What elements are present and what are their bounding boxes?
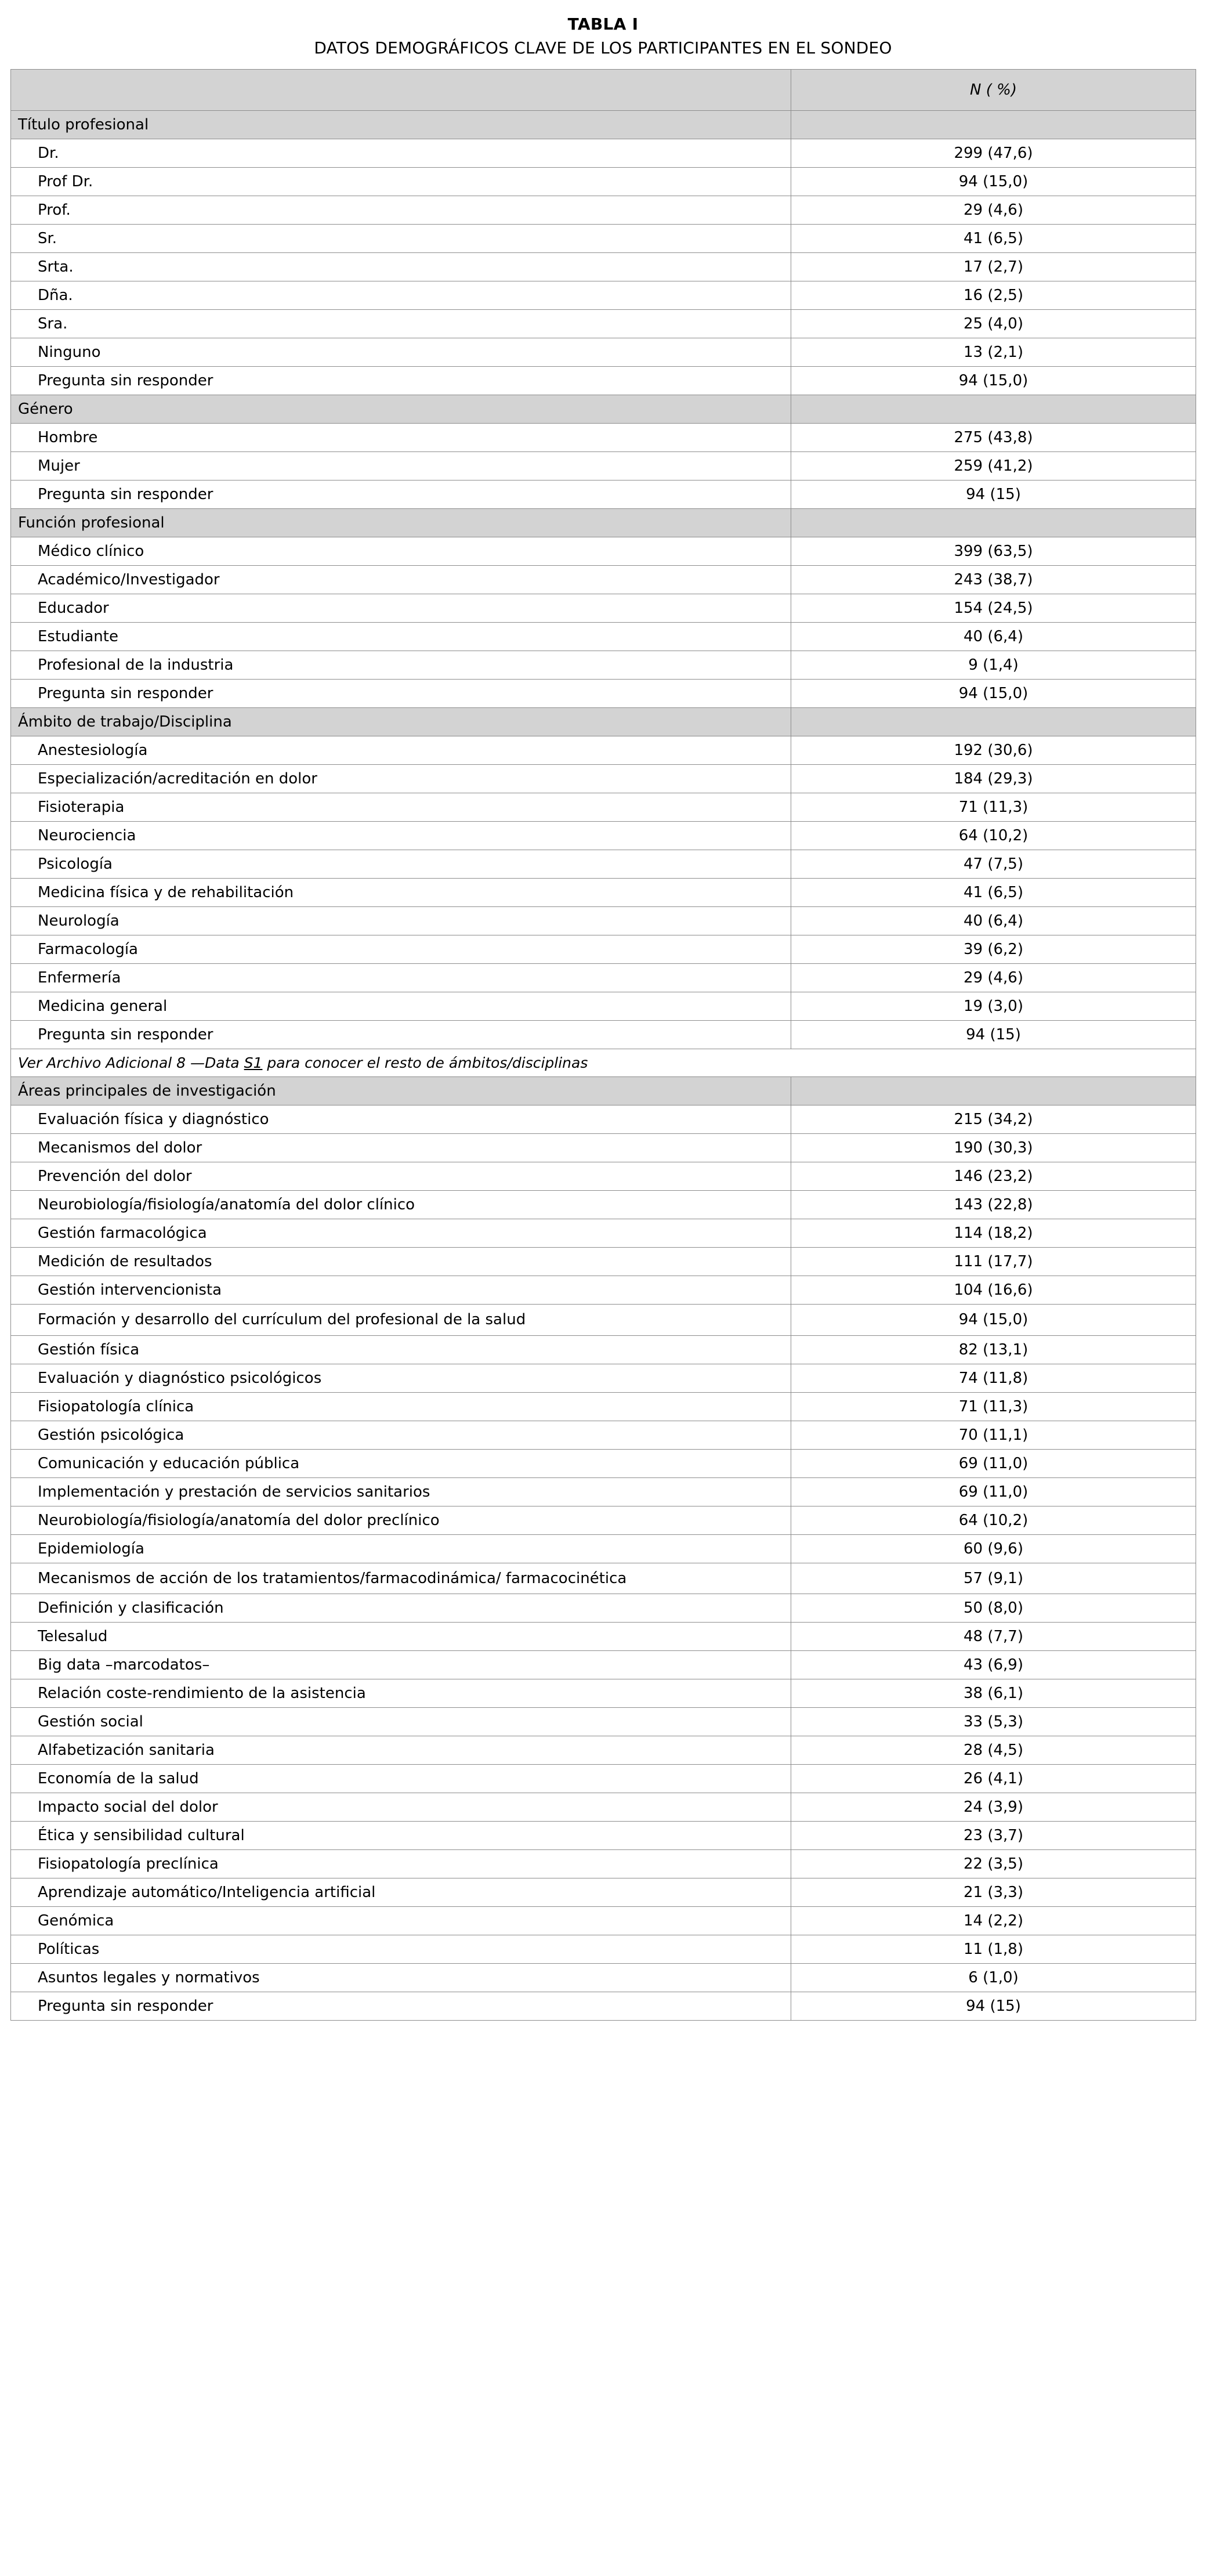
row-label: Economía de la salud [11, 1764, 791, 1793]
row-value: 13 (2,1) [791, 338, 1196, 367]
row-label: Srta. [11, 253, 791, 281]
table-row [11, 1162, 1196, 1191]
row-label: Definición y clasificación [11, 1594, 791, 1622]
row-value: 48 (7,7) [791, 1622, 1196, 1650]
row-label: Políticas [11, 1935, 791, 1963]
row-label: Pregunta sin responder [11, 1021, 791, 1049]
row-label: Neurobiología/fisiología/anatomía del dolor preclínico [11, 1506, 791, 1534]
row-label: Implementación y prestación de servicios sanitarios [11, 1477, 791, 1506]
table-row [11, 1849, 1196, 1878]
row-label: Medición de resultados [11, 1248, 791, 1276]
row-value: 104 (16,6) [791, 1276, 1196, 1305]
table-row [11, 736, 1196, 765]
row-value: 94 (15,0) [791, 680, 1196, 708]
table-row [11, 1335, 1196, 1364]
row-label: Profesional de la industria [11, 651, 791, 680]
row-label: Pregunta sin responder [11, 480, 791, 509]
section-label: Áreas principales de investigación [11, 1077, 791, 1105]
table-row [11, 623, 1196, 651]
row-label: Dña. [11, 281, 791, 310]
row-value: 192 (30,6) [791, 736, 1196, 765]
table-row [11, 765, 1196, 793]
row-value: 33 (5,3) [791, 1707, 1196, 1736]
section-label: Título profesional [11, 111, 791, 139]
section-value-cell [791, 395, 1196, 424]
row-value: 38 (6,1) [791, 1679, 1196, 1707]
row-value: 22 (3,5) [791, 1849, 1196, 1878]
row-value: 40 (6,4) [791, 623, 1196, 651]
row-label: Medicina general [11, 992, 791, 1021]
header-label-cell [11, 70, 791, 111]
table-row [11, 1650, 1196, 1679]
row-value: 94 (15,0) [791, 168, 1196, 196]
table-row [11, 935, 1196, 964]
row-value: 154 (24,5) [791, 594, 1196, 623]
table-row [11, 168, 1196, 196]
row-label: Académico/Investigador [11, 566, 791, 594]
section-value-cell [791, 1077, 1196, 1105]
table-row [11, 338, 1196, 367]
row-value: 64 (10,2) [791, 1506, 1196, 1534]
row-value: 94 (15,0) [791, 1305, 1196, 1335]
table-row [11, 964, 1196, 992]
row-value: 9 (1,4) [791, 651, 1196, 680]
row-label: Medicina física y de rehabilitación [11, 879, 791, 907]
row-value: 146 (23,2) [791, 1162, 1196, 1191]
row-value: 71 (11,3) [791, 1392, 1196, 1421]
row-label: Gestión psicológica [11, 1421, 791, 1449]
row-value: 111 (17,7) [791, 1248, 1196, 1276]
table-row [11, 1935, 1196, 1963]
footnote-suffix: para conocer el resto de ámbitos/disciplinas [262, 1054, 588, 1072]
table-row [11, 1622, 1196, 1650]
row-value: 143 (22,8) [791, 1191, 1196, 1219]
table-row [11, 1506, 1196, 1534]
table-row [11, 1364, 1196, 1392]
row-label: Enfermería [11, 964, 791, 992]
row-value: 74 (11,8) [791, 1364, 1196, 1392]
table-row [11, 1992, 1196, 2020]
table-row [11, 1134, 1196, 1162]
row-label: Evaluación física y diagnóstico [11, 1105, 791, 1134]
row-label: Alfabetización sanitaria [11, 1736, 791, 1764]
table-row [11, 1878, 1196, 1906]
row-value: 243 (38,7) [791, 566, 1196, 594]
row-label: Evaluación y diagnóstico psicológicos [11, 1364, 791, 1392]
row-value: 29 (4,6) [791, 196, 1196, 225]
row-value: 64 (10,2) [791, 822, 1196, 850]
row-value: 17 (2,7) [791, 253, 1196, 281]
row-label: Aprendizaje automático/Inteligencia artificial [11, 1878, 791, 1906]
row-label: Psicología [11, 850, 791, 879]
table-row [11, 1594, 1196, 1622]
row-label: Gestión farmacológica [11, 1219, 791, 1248]
row-label: Sr. [11, 225, 791, 253]
row-value: 82 (13,1) [791, 1335, 1196, 1364]
row-label: Gestión física [11, 1335, 791, 1364]
row-value: 16 (2,5) [791, 281, 1196, 310]
row-value: 24 (3,9) [791, 1793, 1196, 1821]
table-caption [10, 13, 1196, 60]
row-label: Comunicación y educación pública [11, 1449, 791, 1477]
row-label: Médico clínico [11, 537, 791, 566]
table-row [11, 424, 1196, 452]
row-value: 29 (4,6) [791, 964, 1196, 992]
row-label: Hombre [11, 424, 791, 452]
row-label: Gestión intervencionista [11, 1276, 791, 1305]
table-row [11, 793, 1196, 822]
row-value: 40 (6,4) [791, 907, 1196, 935]
row-label: Neurociencia [11, 822, 791, 850]
row-value: 94 (15) [791, 1021, 1196, 1049]
row-label: Fisiopatología preclínica [11, 1849, 791, 1878]
row-value: 275 (43,8) [791, 424, 1196, 452]
table-row [11, 1963, 1196, 1992]
row-label: Impacto social del dolor [11, 1793, 791, 1821]
row-value: 19 (3,0) [791, 992, 1196, 1021]
table-row [11, 1421, 1196, 1449]
table-section-row [11, 1077, 1196, 1105]
footnote-link[interactable]: S1 [244, 1054, 263, 1072]
table-row [11, 1219, 1196, 1248]
table-section-row [11, 509, 1196, 537]
row-value: 14 (2,2) [791, 1906, 1196, 1935]
row-label: Gestión social [11, 1707, 791, 1736]
section-label: Ámbito de trabajo/Disciplina [11, 708, 791, 736]
table-row [11, 1534, 1196, 1563]
table-footnote-row [11, 1049, 1196, 1077]
row-value: 47 (7,5) [791, 850, 1196, 879]
row-value: 41 (6,5) [791, 879, 1196, 907]
row-value: 94 (15) [791, 480, 1196, 509]
table-row [11, 566, 1196, 594]
row-label: Fisiopatología clínica [11, 1392, 791, 1421]
table-row [11, 1906, 1196, 1935]
table-title: DATOS DEMOGRÁFICOS CLAVE DE LOS PARTICIPANTES EN EL SONDEO [314, 38, 892, 57]
row-value: 41 (6,5) [791, 225, 1196, 253]
row-value: 399 (63,5) [791, 537, 1196, 566]
table-row [11, 310, 1196, 338]
row-label: Epidemiología [11, 1534, 791, 1563]
row-label: Especialización/acreditación en dolor [11, 765, 791, 793]
row-value: 39 (6,2) [791, 935, 1196, 964]
row-value: 11 (1,8) [791, 1935, 1196, 1963]
row-value: 184 (29,3) [791, 765, 1196, 793]
table-row [11, 1679, 1196, 1707]
row-value: 26 (4,1) [791, 1764, 1196, 1793]
row-label: Telesalud [11, 1622, 791, 1650]
table-row [11, 225, 1196, 253]
table-row [11, 537, 1196, 566]
row-value: 6 (1,0) [791, 1963, 1196, 1992]
row-label: Genómica [11, 1906, 791, 1935]
table-row [11, 452, 1196, 480]
footnote-prefix: Ver Archivo Adicional 8 —Data [18, 1054, 244, 1072]
row-label: Neurobiología/fisiología/anatomía del dolor clínico [11, 1191, 791, 1219]
table-row [11, 253, 1196, 281]
row-value: 94 (15) [791, 1992, 1196, 2020]
table-row [11, 680, 1196, 708]
row-label: Ninguno [11, 338, 791, 367]
table-section-row [11, 395, 1196, 424]
row-label: Pregunta sin responder [11, 680, 791, 708]
table-row [11, 1793, 1196, 1821]
row-value: 190 (30,3) [791, 1134, 1196, 1162]
row-label: Farmacología [11, 935, 791, 964]
row-label: Anestesiología [11, 736, 791, 765]
table-row [11, 1392, 1196, 1421]
row-label: Prevención del dolor [11, 1162, 791, 1191]
row-label: Ética y sensibilidad cultural [11, 1821, 791, 1849]
row-value: 21 (3,3) [791, 1878, 1196, 1906]
row-label: Mecanismos del dolor [11, 1134, 791, 1162]
row-label: Asuntos legales y normativos [11, 1963, 791, 1992]
row-value: 70 (11,1) [791, 1421, 1196, 1449]
table-row [11, 139, 1196, 168]
table-row [11, 992, 1196, 1021]
section-value-cell [791, 509, 1196, 537]
row-label: Pregunta sin responder [11, 1992, 791, 2020]
header-value-cell: N ( %) [791, 70, 1196, 111]
row-value: 69 (11,0) [791, 1477, 1196, 1506]
table-row [11, 367, 1196, 395]
table-row [11, 1305, 1196, 1335]
row-value: 57 (9,1) [791, 1563, 1196, 1594]
row-value: 71 (11,3) [791, 793, 1196, 822]
table-row [11, 1764, 1196, 1793]
row-label: Formación y desarrollo del currículum del profesional de la salud [11, 1305, 791, 1335]
row-value: 114 (18,2) [791, 1219, 1196, 1248]
table-row [11, 1021, 1196, 1049]
table-row [11, 480, 1196, 509]
table-header-row [11, 70, 1196, 111]
row-value: 259 (41,2) [791, 452, 1196, 480]
demographics-table [10, 69, 1196, 2021]
row-value: 69 (11,0) [791, 1449, 1196, 1477]
row-label: Mecanismos de acción de los tratamientos/farmacodinámica/ farmacocinética [11, 1563, 791, 1594]
section-value-cell [791, 708, 1196, 736]
row-value: 60 (9,6) [791, 1534, 1196, 1563]
row-value: 25 (4,0) [791, 310, 1196, 338]
row-label: Prof. [11, 196, 791, 225]
row-value: 28 (4,5) [791, 1736, 1196, 1764]
row-label: Estudiante [11, 623, 791, 651]
row-label: Fisioterapia [11, 793, 791, 822]
table-row [11, 1276, 1196, 1305]
table-section-row [11, 111, 1196, 139]
section-label: Función profesional [11, 509, 791, 537]
row-label: Pregunta sin responder [11, 367, 791, 395]
table-number: TABLA I [567, 15, 639, 34]
table-row [11, 1105, 1196, 1134]
table-row [11, 850, 1196, 879]
row-label: Relación coste-rendimiento de la asistencia [11, 1679, 791, 1707]
table-row [11, 879, 1196, 907]
table-row [11, 1248, 1196, 1276]
table-row [11, 281, 1196, 310]
table-row [11, 822, 1196, 850]
table-row [11, 651, 1196, 680]
row-value: 94 (15,0) [791, 367, 1196, 395]
table-row [11, 1191, 1196, 1219]
row-value: 50 (8,0) [791, 1594, 1196, 1622]
table-section-row [11, 708, 1196, 736]
table-row [11, 1563, 1196, 1594]
row-label: Big data –marcodatos– [11, 1650, 791, 1679]
row-value: 299 (47,6) [791, 139, 1196, 168]
row-value: 23 (3,7) [791, 1821, 1196, 1849]
row-label: Sra. [11, 310, 791, 338]
table-row [11, 1821, 1196, 1849]
row-value: 215 (34,2) [791, 1105, 1196, 1134]
table-row [11, 196, 1196, 225]
table-footnote [11, 1049, 1196, 1077]
row-label: Mujer [11, 452, 791, 480]
table-row [11, 1449, 1196, 1477]
table-row [11, 594, 1196, 623]
row-label: Prof Dr. [11, 168, 791, 196]
table-row [11, 1707, 1196, 1736]
row-value: 43 (6,9) [791, 1650, 1196, 1679]
table-row [11, 907, 1196, 935]
row-label: Neurología [11, 907, 791, 935]
section-value-cell [791, 111, 1196, 139]
row-label: Dr. [11, 139, 791, 168]
row-label: Educador [11, 594, 791, 623]
table-row [11, 1477, 1196, 1506]
table-row [11, 1736, 1196, 1764]
section-label: Género [11, 395, 791, 424]
